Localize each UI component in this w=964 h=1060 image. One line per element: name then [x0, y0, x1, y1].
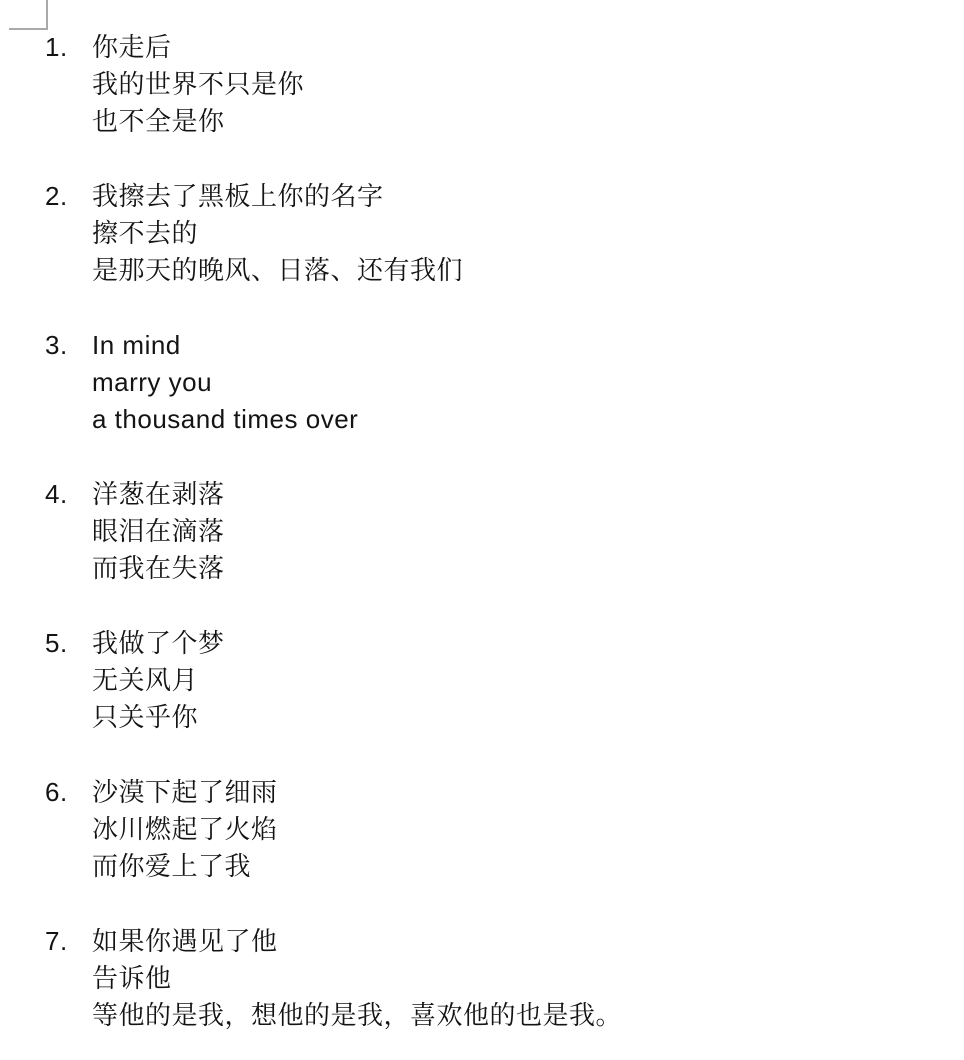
- poem-lines: [92, 178, 925, 289]
- poem-line: 我擦去了黑板上你的名字: [92, 181, 384, 211]
- poem-number: 2.: [45, 181, 68, 211]
- poem-line: 如果你遇见了他: [92, 926, 278, 956]
- poem-line: 我的世界不只是你: [92, 69, 305, 99]
- poem-item-3: [45, 327, 925, 438]
- poem-number: 1.: [45, 32, 68, 62]
- poem-number: 3.: [45, 330, 68, 360]
- poem-line: 眼泪在滴落: [92, 516, 225, 546]
- poem-line: 擦不去的: [92, 218, 199, 248]
- poem-item-4: [45, 476, 925, 587]
- poem-item-5: [45, 625, 925, 736]
- poem-line: a thousand times over: [92, 404, 359, 434]
- poem-number: 6.: [45, 777, 68, 807]
- poem-line: 冰川燃起了火焰: [92, 814, 278, 844]
- poem-lines: [92, 923, 925, 1034]
- poem-line: In mind: [92, 330, 181, 360]
- poem-lines: [92, 327, 925, 438]
- poem-line: 只关乎你: [92, 702, 199, 732]
- poem-lines: [92, 29, 925, 140]
- poem-line: 是那天的晚风、日落、还有我们: [92, 255, 464, 285]
- poem-line: 而你爱上了我: [92, 851, 252, 881]
- poem-line: 你走后: [92, 32, 172, 62]
- poem-list: [45, 29, 925, 1034]
- poem-line: 也不全是你: [92, 106, 225, 136]
- page-corner-mark: [9, 0, 48, 30]
- poem-number: 4.: [45, 479, 68, 509]
- poem-line: 我做了个梦: [92, 628, 225, 658]
- poem-item-6: [45, 774, 925, 885]
- poem-number: 5.: [45, 628, 68, 658]
- poem-line: 等他的是我，想他的是我，喜欢他的也是我。: [92, 1000, 623, 1030]
- poem-number: 7.: [45, 926, 68, 956]
- poem-line: marry you: [92, 367, 213, 397]
- poem-line: 告诉他: [92, 963, 172, 993]
- poem-item-7: [45, 923, 925, 1034]
- poem-line: 无关风月: [92, 665, 199, 695]
- poem-item-2: [45, 178, 925, 289]
- poem-lines: [92, 625, 925, 736]
- poem-line: 而我在失落: [92, 553, 225, 583]
- poem-lines: [92, 476, 925, 587]
- poem-line: 洋葱在剥落: [92, 479, 225, 509]
- poem-lines: [92, 774, 925, 885]
- poem-line: 沙漠下起了细雨: [92, 777, 278, 807]
- poem-item-1: [45, 29, 925, 140]
